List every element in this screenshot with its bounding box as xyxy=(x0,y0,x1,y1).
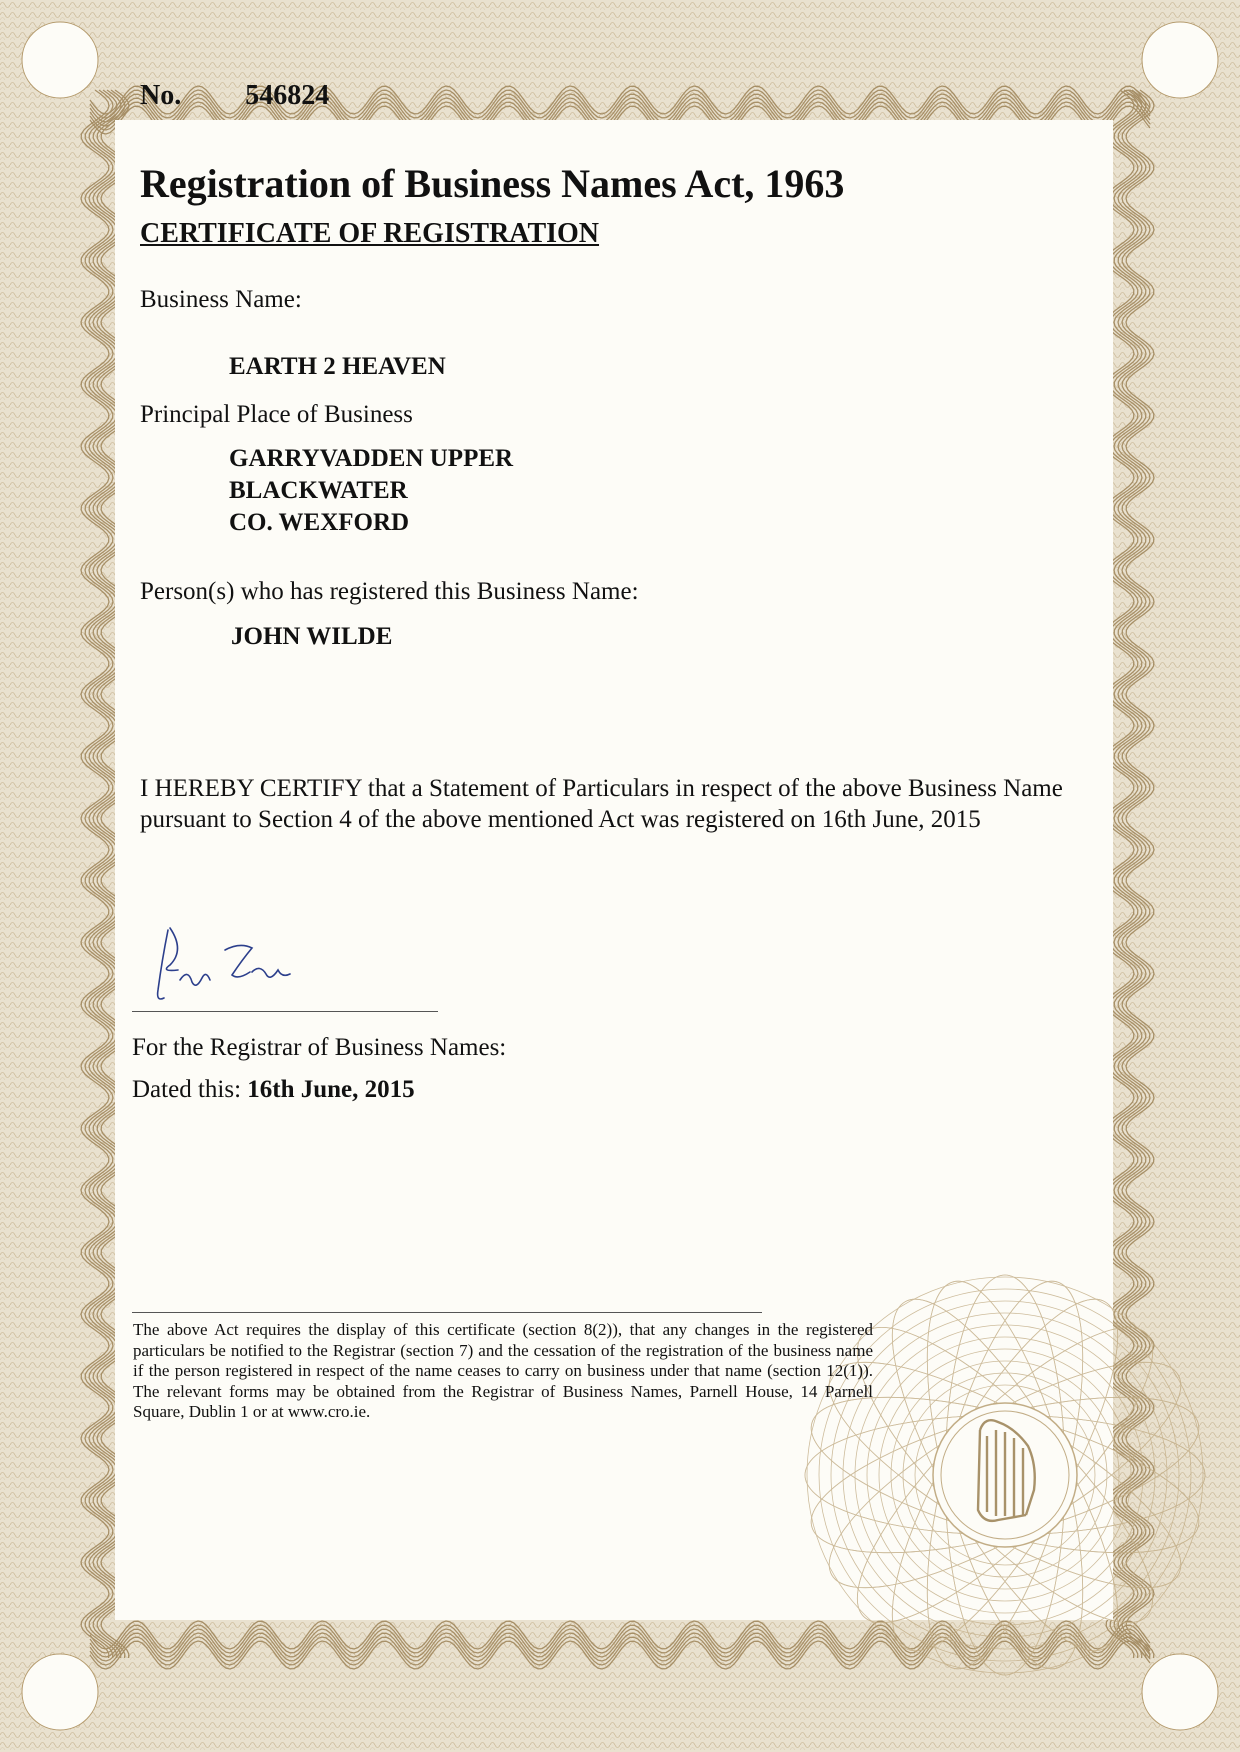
business-name-label: Business Name: xyxy=(140,286,302,313)
business-name-value: EARTH 2 HEAVEN xyxy=(229,353,446,380)
address-line: BLACKWATER xyxy=(229,477,408,504)
harp-seal-icon xyxy=(780,1250,1240,1710)
registrant-name: JOHN WILDE xyxy=(231,623,393,650)
footnote-rule xyxy=(132,1312,762,1313)
principal-place-label: Principal Place of Business xyxy=(140,401,413,428)
dated-label: Dated this: xyxy=(132,1076,242,1103)
footnote: The above Act requires the display of this certificate (section 8(2)), that any changes in the registered particulars be notified to the Registrar (section 7) and the cessation of the registration of the business name if the person registered in respect of the name ceases to carry on business under that name (section 12(1)). The relevant forms may be obtained from the Registrar of Business Names, Parnell House, 14 Parnell Square, Dublin 1 or at www.cro.ie. xyxy=(133,1320,873,1421)
dated-value: 16th June, 2015 xyxy=(247,1076,415,1103)
address-line: GARRYVADDEN UPPER xyxy=(229,445,514,472)
certificate-heading: CERTIFICATE OF REGISTRATION xyxy=(140,218,600,249)
rosette-icon xyxy=(1142,22,1218,98)
dated-line xyxy=(132,1076,415,1104)
certification-statement: I HEREBY CERTIFY that a Statement of Particulars in respect of the above Business Name pursuant to Section 4 of the above mentioned Act was registered on 16th June, 2015 xyxy=(140,775,1063,833)
certificate-number xyxy=(140,80,329,112)
rosette-icon xyxy=(22,1654,98,1730)
address-line: CO. WEXFORD xyxy=(229,509,410,536)
act-title: Registration of Business Names Act, 1963 xyxy=(140,161,845,206)
rosette-icon xyxy=(22,22,98,98)
signature-icon xyxy=(140,920,300,1015)
registrar-label: For the Registrar of Business Names: xyxy=(132,1034,507,1061)
certificate-number-label: No. xyxy=(140,80,182,111)
certificate-number-value: 546824 xyxy=(245,80,330,111)
signature-line xyxy=(132,1011,438,1012)
registrant-label: Person(s) who has registered this Business Name: xyxy=(140,578,639,605)
